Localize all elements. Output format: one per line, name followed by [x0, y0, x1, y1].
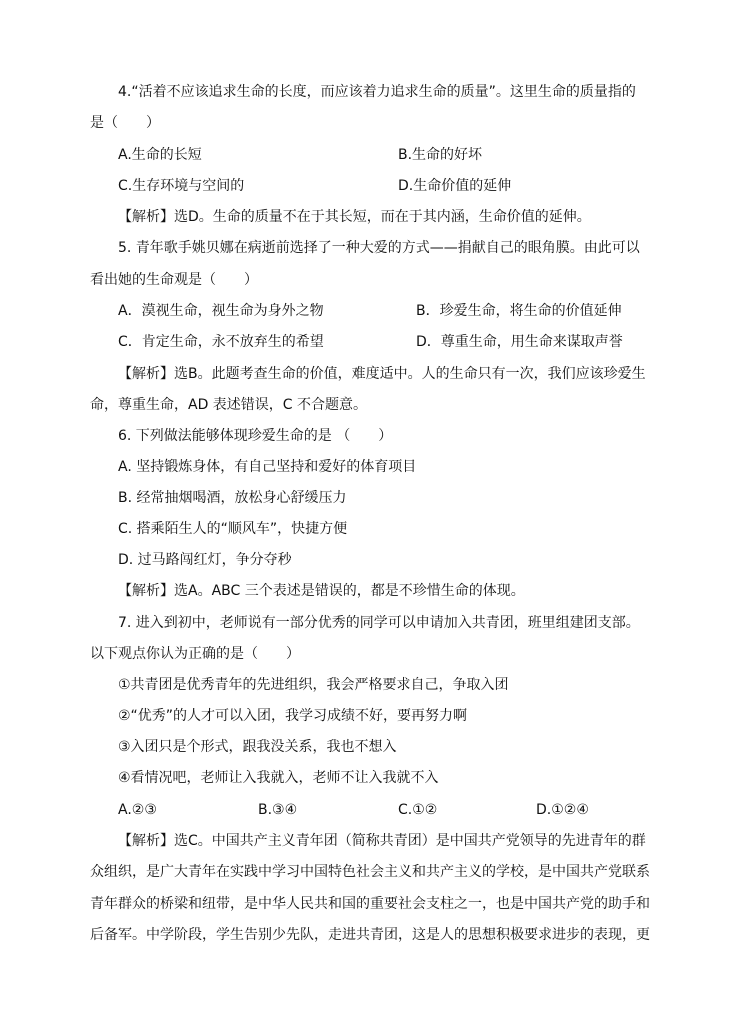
q4-option-d: D.生命价值的延伸 — [398, 178, 512, 194]
q7-option-b: B.③④ — [258, 802, 298, 818]
q7-statement-2: ②“优秀”的人才可以入团，我学习成绩不好，要再努力啊 — [118, 708, 468, 724]
q7-stem-line1: 7. 进入到初中，老师说有一部分优秀的同学可以申请加入共青团，班里组建团支部。 — [118, 615, 640, 631]
q6-option-b: B. 经常抽烟喝酒，放松身心舒缓压力 — [118, 490, 347, 506]
q6-option-a: A. 坚持锻炼身体，有自己坚持和爱好的体育项目 — [118, 459, 417, 475]
q7-option-a: A.②③ — [118, 802, 157, 818]
q7-stem-line2: 以下观点你认为正确的是（ ） — [90, 646, 300, 662]
q7-analysis-line1: 【解析】选C。中国共产主义青年团（简称共青团）是中国共产党领导的先进青年的群 — [118, 833, 646, 849]
q5-option-c: C．肯定生命，永不放弃生的希望 — [118, 334, 324, 350]
q4-option-c: C.生存环境与空间的 — [118, 178, 245, 194]
q7-analysis-line4: 后备军。中学阶段，学生告别少先队，走进共青团，这是人的思想积极要求进步的表现，更 — [90, 927, 650, 943]
q4-stem-line2: 是（ ） — [90, 115, 160, 131]
q4-analysis: 【解析】选D。生命的质量不在于其长短，而在于其内涵，生命价值的延伸。 — [118, 209, 591, 225]
q7-analysis-line3: 青年群众的桥梁和纽带，是中华人民共和国的重要社会支柱之一，也是中国共产党的助手和 — [90, 896, 650, 912]
q7-statement-1: ①共青团是优秀青年的先进组织，我会严格要求自己，争取入团 — [118, 677, 509, 693]
q7-statement-3: ③入团只是个形式，跟我没关系，我也不想入 — [118, 739, 397, 755]
q5-option-a: A．漠视生命，视生命为身外之物 — [118, 303, 324, 319]
q6-analysis: 【解析】选A。ABC 三个表述是错误的，都是不珍惜生命的体现。 — [118, 583, 525, 599]
q7-option-c: C.①② — [398, 802, 438, 818]
q5-analysis-line1: 【解析】选B。此题考查生命的价值，难度适中。人的生命只有一次，我们应该珍爱生 — [118, 366, 646, 382]
q4-stem-line1: 4.“活着不应该追求生命的长度，而应该着力追求生命的质量”。这里生命的质量指的 — [118, 84, 636, 100]
q5-stem-line2: 看出她的生命观是（ ） — [90, 272, 258, 288]
q4-option-a: A.生命的长短 — [118, 147, 202, 163]
q7-statement-4: ④看情况吧，老师让入我就入，老师不让入我就不入 — [118, 770, 439, 786]
q6-stem: 6. 下列做法能够体现珍爱生命的是 （ ） — [118, 428, 393, 444]
q6-option-d: D. 过马路闯红灯，争分夺秒 — [118, 552, 292, 568]
q5-option-d: D．尊重生命，用生命来谋取声誉 — [416, 334, 623, 350]
q5-analysis-line2: 命，尊重生命，AD 表述错误，C 不合题意。 — [90, 397, 368, 413]
q5-option-b: B．珍爱生命，将生命的价值延伸 — [416, 303, 622, 319]
q5-stem-line1: 5. 青年歌手姚贝娜在病逝前选择了一种大爱的方式——捐献自己的眼角膜。由此可以 — [118, 240, 640, 256]
q7-analysis-line2: 众组织，是广大青年在实践中学习中国特色社会主义和共产主义的学校，是中国共产党联系 — [90, 864, 650, 880]
q4-option-b: B.生命的好坏 — [398, 147, 483, 163]
q7-option-d: D.①②④ — [536, 802, 589, 818]
q6-option-c: C. 搭乘陌生人的“顺风车”，快捷方便 — [118, 521, 348, 537]
